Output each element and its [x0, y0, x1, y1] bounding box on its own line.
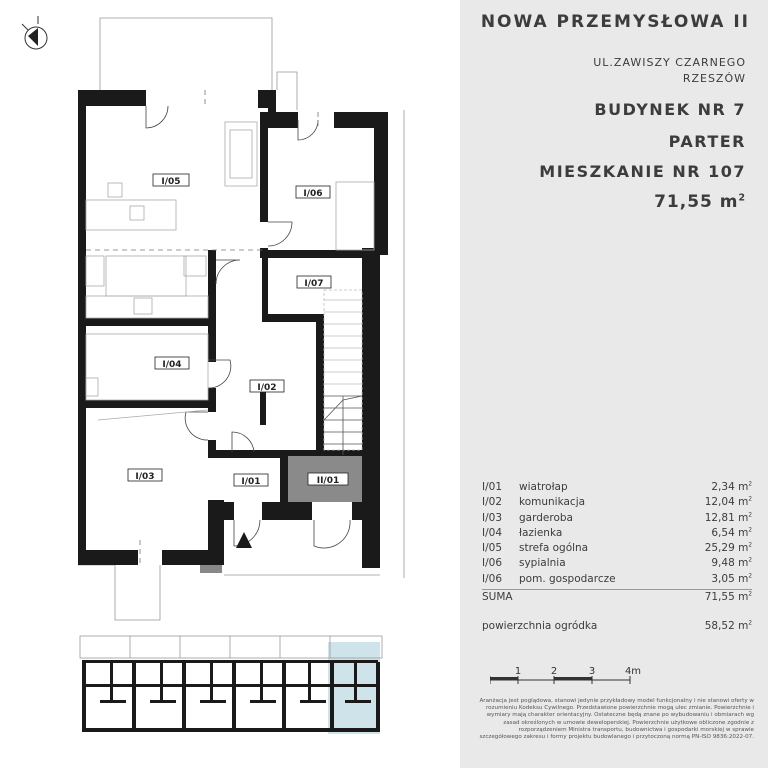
room-label-i02 — [250, 380, 284, 393]
svg-text:I/05: I/05 — [161, 177, 181, 187]
room-label-i06 — [296, 186, 330, 199]
svg-text:I/06: I/06 — [303, 189, 323, 199]
room-name: pom. gospodarcze — [519, 572, 616, 585]
svg-text:I/02: I/02 — [257, 383, 277, 393]
svg-text:4m: 4m — [624, 666, 642, 677]
key-plan — [80, 636, 382, 734]
room-code: I/03 — [482, 511, 502, 524]
sum-row — [482, 591, 752, 606]
room-code: I/02 — [482, 496, 502, 509]
sum-label: SUMA — [482, 591, 513, 603]
room-label-i07 — [297, 276, 331, 289]
apartment-area-value: 71,55 m — [654, 192, 739, 212]
street-address: UL.ZAWISZY CZARNEGO — [593, 56, 746, 69]
sum-value: 71,55 $m^2$ — [704, 591, 752, 603]
svg-text:3: 3 — [588, 666, 596, 677]
room-name: komunikacja — [519, 496, 586, 509]
room-code: I/06 — [482, 557, 502, 570]
svg-text:I/03: I/03 — [135, 472, 155, 482]
rooms-table — [482, 481, 752, 588]
scale-bar — [490, 662, 650, 690]
room-area: 12,81 $m^2$ — [704, 511, 752, 524]
project-title: NOWA PRZEMYSŁOWA II — [480, 12, 750, 32]
room-name: sypialnia — [519, 557, 566, 570]
apartment-number: MIESZKANIE NR 107 — [539, 162, 746, 181]
floor-name: PARTER — [668, 132, 746, 151]
room-name: garderoba — [519, 511, 573, 524]
room-area: 12,04 $m^2$ — [704, 496, 752, 509]
table-row — [482, 557, 752, 572]
room-label-i05 — [153, 174, 189, 187]
room-area: 25,29 $m^2$ — [704, 542, 752, 555]
garden-label: powierzchnia ogródka — [482, 620, 598, 632]
sum-divider — [482, 589, 752, 590]
svg-text:1: 1 — [514, 666, 522, 677]
room-label-i03 — [128, 469, 162, 482]
room-area: 2,34 $m^2$ — [711, 481, 752, 493]
furniture — [86, 122, 374, 420]
room-code: I/05 — [482, 542, 502, 555]
table-row — [482, 496, 752, 511]
table-row — [482, 512, 752, 527]
room-label-i01 — [234, 474, 268, 487]
room-name: strefa ogólna — [519, 542, 589, 555]
svg-text:I/01: I/01 — [241, 477, 261, 487]
table-row — [482, 527, 752, 542]
room-code: I/01 — [482, 481, 502, 493]
building-number: BUDYNEK NR 7 — [594, 100, 746, 119]
table-row — [482, 481, 752, 496]
city: RZESZÓW — [682, 72, 746, 85]
staircase — [324, 290, 362, 455]
svg-text:II/01: II/01 — [316, 476, 340, 486]
svg-text:2: 2 — [550, 666, 558, 677]
room-code: I/06 — [482, 572, 502, 585]
svg-text:I/04: I/04 — [162, 360, 182, 370]
room-area: 3,05 $m^2$ — [711, 572, 752, 585]
garden-row — [482, 620, 752, 635]
room-labels — [128, 174, 348, 487]
threshold-mark — [200, 565, 222, 573]
apartment-area — [654, 192, 746, 212]
north-compass-icon — [22, 16, 47, 49]
svg-text:I/07: I/07 — [304, 279, 324, 289]
garden-value: 58,52 $m^2$ — [704, 620, 752, 632]
room-label-ii01 — [308, 473, 348, 486]
room-label-i04 — [155, 357, 189, 370]
entrance-arrow-icon — [236, 532, 252, 548]
room-name: wiatrołap — [519, 481, 568, 493]
table-row — [482, 542, 752, 557]
table-row — [482, 573, 752, 588]
room-code: I/04 — [482, 526, 502, 539]
disclaimer-text: Aranżacja jest poglądowa, stanowi jedynie przykładowy model funkcjonalny i nie stanowi oferty w rozumieniu Kodeksu Cywilnego. Przedstawione powierzchnie mogą ulec zmianie. Powierzchnie i wymiary mają charakter orientacyjny. Ostateczne będą znane po wybudowaniu i obmiarach wg zasad określonych w umowie deweloperskiej. Powierzchnie użytkowe obliczone zgodnie z rozporządzeniem Ministra transportu, budownictwa i gospodarki morskiej w sprawie szczegółowego zakresu i formy projektu budowlanego i przytoczoną normą PN-ISO 9836:2022-07. — [479, 698, 754, 741]
area-unit-superscript: 2 — [738, 192, 746, 204]
room-area: 6,54 $m^2$ — [711, 526, 752, 539]
room-name: łazienka — [519, 526, 563, 539]
room-area: 9,48 $m^2$ — [711, 557, 752, 570]
